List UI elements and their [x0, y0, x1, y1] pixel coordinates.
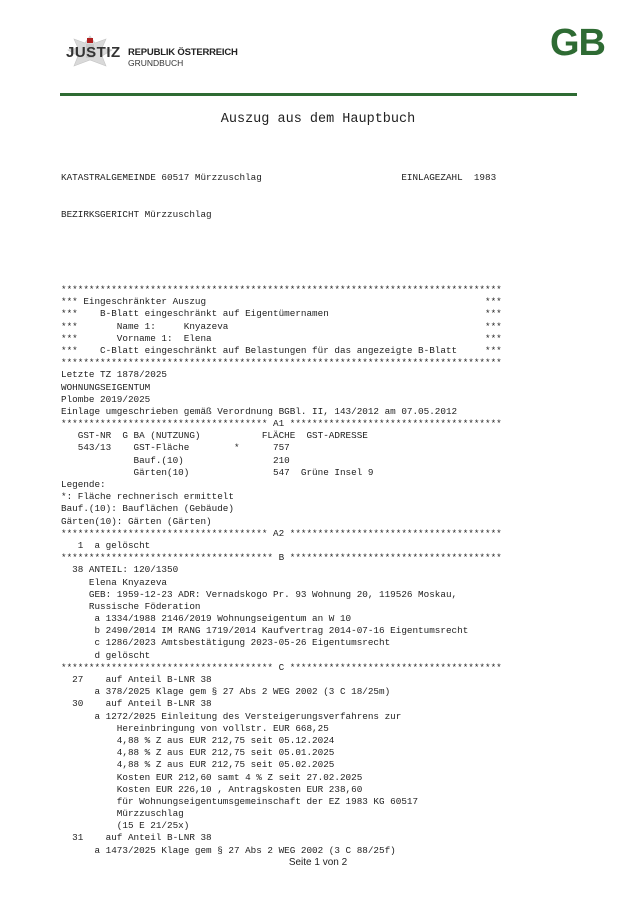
register-line: Legende: — [61, 479, 106, 490]
register-line: *** Eingeschränkter Auszug *** — [61, 296, 502, 308]
register-line: 30 auf Anteil B-LNR 38 — [61, 698, 212, 710]
register-line: Letzte TZ 1878/2025 — [61, 369, 168, 381]
register-line: 38 ANTEIL: 120/1350 — [61, 564, 179, 576]
register-line: Plombe 2019/2025 — [61, 393, 151, 405]
register-line: ************************************** B ************************************** — [61, 552, 502, 564]
register-line: GST-NR G BA (NUTZUNG) FLÄCHE GST-ADRESSE — [61, 430, 368, 442]
register-lines — [61, 284, 573, 857]
register-line: Gärten(10): Gärten (Gärten) — [61, 515, 212, 527]
register-line: a 378/2025 Klage gem § 27 Abs 2 WEG 2002 (3 C 18/25m) — [61, 686, 391, 698]
register-line: Kosten EUR 212,60 samt 4 % Z seit 27.02.2025 — [61, 771, 363, 783]
register-line: 4,88 % Z aus EUR 212,75 seit 05.01.2025 — [61, 747, 335, 759]
header-divider — [60, 93, 577, 96]
register-line: *** C-Blatt eingeschränkt auf Belastungen für das angezeigte B-Blatt *** — [61, 344, 502, 356]
spacer — [61, 246, 573, 260]
register-line: *: Fläche rechnerisch ermittelt — [61, 491, 234, 503]
register-line: Mürzzuschlag — [61, 808, 184, 820]
register-line: Hereinbringung von vollstr. EUR 668,25 — [61, 722, 329, 734]
register-line: a 1334/1988 2146/2019 Wohnungseigentum an W 10 — [61, 613, 352, 625]
register-line: a 1272/2025 Einleitung des Versteigerungsverfahrens zur — [61, 710, 402, 722]
justiz-logo — [62, 34, 121, 70]
register-line: für Wohnungseigentumsgemeinschaft der EZ 1983 KG 60517 — [61, 795, 419, 807]
register-line: Gärten(10) 547 Grüne Insel 9 — [61, 466, 374, 478]
court-line: BEZIRKSGERICHT Mürzzuschlag — [61, 209, 212, 220]
register-line: 1 a gelöscht — [61, 539, 151, 551]
register-line: Bauf.(10) 210 — [61, 454, 290, 466]
register-line: Russische Föderation — [61, 600, 201, 612]
register-line: *** Name 1: Knyazeva *** — [61, 320, 502, 332]
register-line: *** B-Blatt eingeschränkt auf Eigentümernamen *** — [61, 308, 502, 320]
register-line: 543/13 GST-Fläche * 757 — [61, 442, 290, 454]
register-line: ************************************** C ************************************** — [61, 661, 502, 673]
register-line: ************************************* A2 ************************************** — [61, 527, 502, 539]
register-line: 31 auf Anteil B-LNR 38 — [61, 832, 212, 844]
register-line: *** Vorname 1: Elena *** — [61, 332, 502, 344]
cadastral-line: KATASTRALGEMEINDE 60517 Mürzzuschlag EINLAGEZAHL 1983 — [61, 172, 497, 184]
register-line: d gelöscht — [61, 649, 151, 661]
document-body — [61, 148, 573, 869]
register-line: ************************************* A1 ************************************** — [61, 418, 502, 430]
justiz-logo-text: JUSTIZ — [66, 44, 121, 61]
gb-badge: GB — [550, 22, 605, 64]
register-line: (15 E 21/25x) — [61, 820, 190, 832]
register-line: c 1286/2023 Amtsbestätigung 2023-05-26 Eigentumsrecht — [61, 637, 391, 649]
register-line: Einlage umgeschrieben gemäß Verordnung BGBl. II, 143/2012 am 07.05.2012 — [61, 405, 458, 417]
register-line: Elena Knyazeva — [61, 576, 168, 588]
register-line: Kosten EUR 226,10 , Antragskosten EUR 238,60 — [61, 783, 363, 795]
register-line: ******************************************************************************* — [61, 284, 502, 295]
grundbuch-label: GRUNDBUCH — [128, 58, 184, 68]
register-line: 4,88 % Z aus EUR 212,75 seit 05.02.2025 — [61, 759, 335, 771]
document-header — [0, 0, 636, 100]
register-line: WOHNUNGSEIGENTUM — [61, 381, 151, 393]
republic-label: REPUBLIK ÖSTERREICH — [128, 47, 238, 58]
register-line: a 1473/2025 Klage gem § 27 Abs 2 WEG 2002 (3 C 88/25f) — [61, 844, 396, 856]
register-line: ******************************************************************************* — [61, 357, 502, 369]
register-line: 4,88 % Z aus EUR 212,75 seit 05.12.2024 — [61, 734, 335, 746]
register-line: b 2490/2014 IM RANG 1719/2014 Kaufvertrag 2014-07-16 Eigentumsrecht — [61, 625, 469, 637]
register-line: Bauf.(10): Bauflächen (Gebäude) — [61, 503, 234, 515]
document-title: Auszug aus dem Hauptbuch — [220, 112, 416, 127]
page-number: Seite 1 von 2 — [288, 857, 348, 868]
register-line: GEB: 1959-12-23 ADR: Vernadskogo Pr. 93 Wohnung 20, 119526 Moskau, — [61, 588, 458, 600]
register-line: 27 auf Anteil B-LNR 38 — [61, 674, 212, 685]
